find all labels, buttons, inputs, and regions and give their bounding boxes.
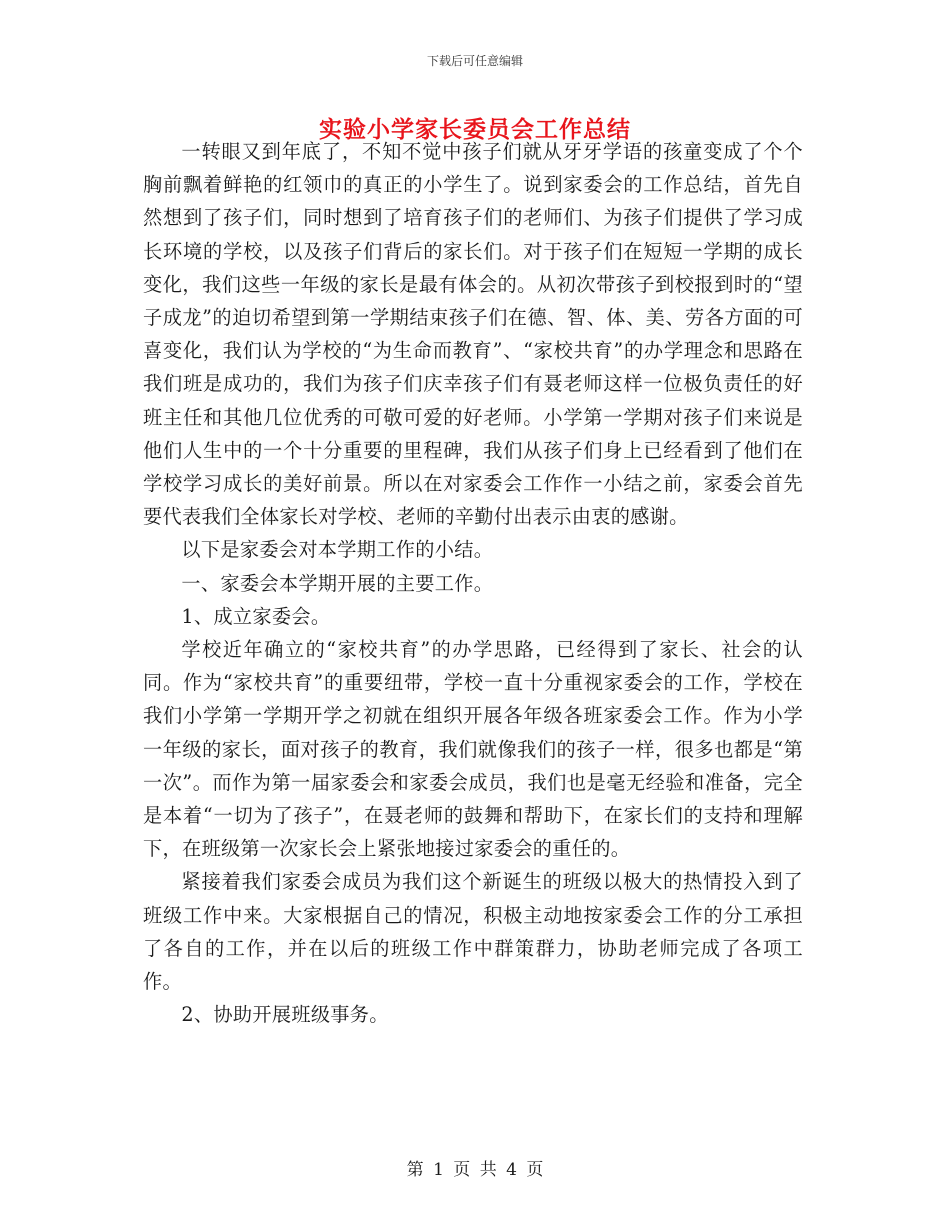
subsection-heading-2: 2、协助开展班级事务。: [181, 1003, 389, 1027]
paragraph-intro: 一转眼又到年底了，不知不觉中孩子们就从牙牙学语的孩童变成了个个胸前飘着鲜艳的红领巾的真正的小学生了。说到家委会的工作总结，首先自然想到了孩子们，同时想到了培育孩子们的老师们、为孩子们提供了学习成长环境的学校，以及孩子们背后的家长们。对于孩子们在短短一学期的成长变化，我们这些一年级的家长是最有体会的。从初次带孩子到校报到时的“望子成龙”的迫切希望到第一学期结束孩子们在德、智、体、美、劳各方面的可喜变化，我们认为学校的“为生命而教育”、“家校共育”的办学理念和思路在我们班是成功的，我们为孩子们庆幸孩子们有聂老师这样一位极负责任的好班主任和其他几位优秀的可敬可爱的好老师。小学第一学期对孩子们来说是他们人生中的一个十分重要的里程碑，我们从孩子们身上已经看到了他们在学校学习成长的美好前景。所以在对家委会工作作一小结之前，家委会首先要代表我们全体家长对学校、老师的辛勤付出表示由衷的感谢。: [143, 140, 803, 529]
document-body: [143, 135, 803, 1031]
paragraph-committee-work: 紧接着我们家委会成员为我们这个新诞生的班级以极大的热情投入到了班级工作中来。大家根据自己的情况，积极主动地按家委会工作的分工承担了各自的工作，并在以后的班级工作中群策群力，协助老师完成了各项工作。: [143, 870, 803, 994]
subsection-heading-1: 1、成立家委会。: [181, 604, 331, 628]
paragraph-committee-founding: 学校近年确立的“家校共育”的办学思路，已经得到了家长、社会的认同。作为“家校共育”的重要纽带，学校一直十分重视家委会的工作，学校在我们小学第一学期开学之初就在组织开展各年级各班家委会工作。作为小学一年级的家长，面对孩子的教育，我们就像我们的孩子一样，很多也都是“第一次”。而作为第一届家委会和家委会成员，我们也是毫无经验和准备，完全是本着“一切为了孩子”，在聂老师的鼓舞和帮助下，在家长们的支持和理解下，在班级第一次家长会上紧张地接过家委会的重任的。: [143, 638, 803, 861]
section-heading-main-work: 一、家委会本学期开展的主要工作。: [181, 571, 494, 595]
paragraph-summary-lead: 以下是家委会对本学期工作的小结。: [181, 538, 494, 562]
page-number: 第 1 页 共 4 页: [406, 1160, 544, 1180]
document-title: 实验小学家长委员会工作总结: [319, 116, 631, 143]
page-header-note: 下载后可任意编辑: [426, 54, 523, 68]
